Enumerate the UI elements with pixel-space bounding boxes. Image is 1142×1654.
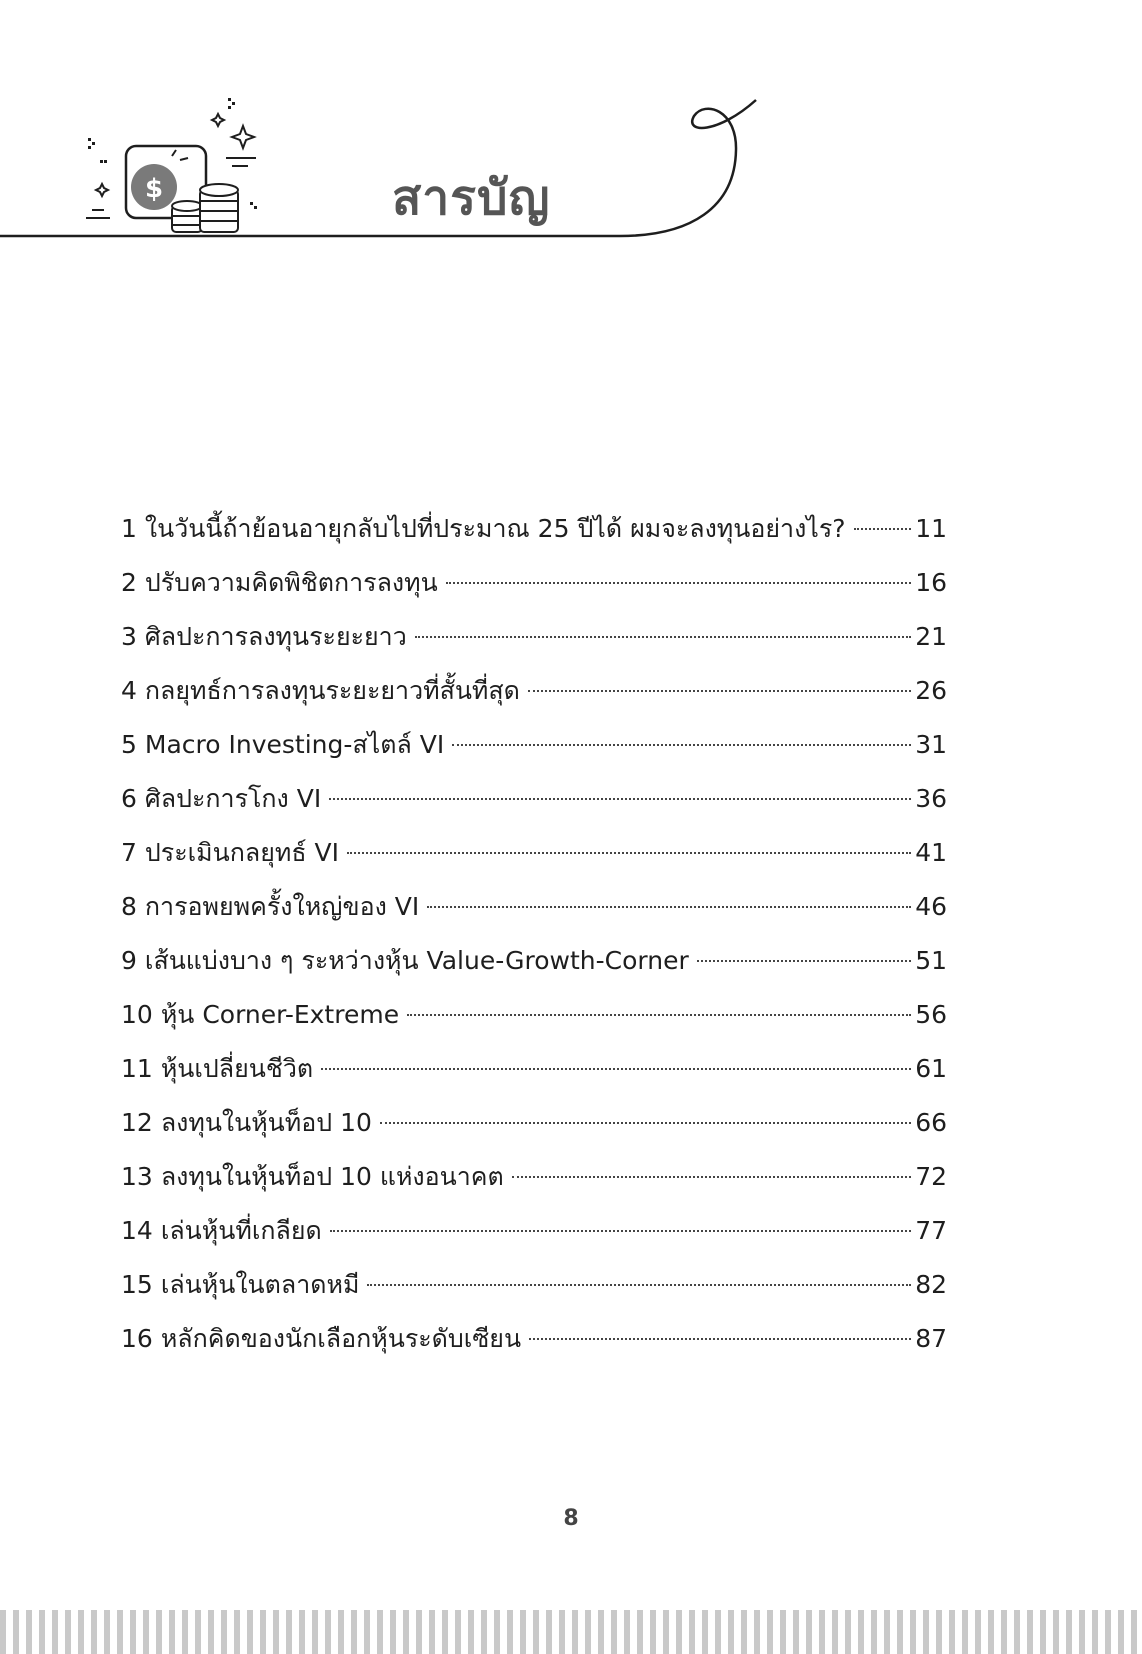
toc-entry[interactable] [121,1042,947,1096]
toc-entry[interactable] [121,988,947,1042]
toc-chapter-title: ในวันนี้ถ้าย้อนอายุกลับไปที่ประมาณ 25 ปีได้ ผมจะลงทุนอย่างไร? [144,514,846,543]
toc-dot-leader [367,1284,911,1286]
toc-dot-leader [528,690,911,692]
toc-page-number: 16 [915,568,947,597]
toc-entry[interactable] [121,880,947,934]
toc-chapter-title: ประเมินกลยุทธ์ VI [144,838,340,867]
toc-entry[interactable] [121,934,947,988]
toc-chapter-number: 15 [121,1270,153,1299]
toc-dot-leader [512,1176,911,1178]
toc-page-number: 36 [915,784,947,813]
toc-chapter-title: หุ้น Corner-Extreme [160,1000,400,1029]
toc-dot-leader [347,852,911,854]
toc-dot-leader [529,1338,911,1340]
toc-dot-leader [380,1122,911,1124]
svg-text:$: $ [144,174,164,204]
toc-page-number: 51 [915,946,947,975]
toc-entry[interactable] [121,1204,947,1258]
toc-entry[interactable] [121,610,947,664]
toc-chapter-number: 1 [121,514,137,543]
toc-page-number: 21 [915,622,947,651]
toc-page-number: 87 [915,1324,947,1353]
toc-chapter-number: 10 [121,1000,153,1029]
toc-dot-leader [446,582,911,584]
toc-page-number: 82 [915,1270,947,1299]
toc-dot-leader [427,906,911,908]
header-illustration [0,0,1142,260]
toc-dot-leader [330,1230,911,1232]
toc-chapter-number: 8 [121,892,137,921]
toc-entry[interactable] [121,664,947,718]
toc-chapter-number: 4 [121,676,137,705]
toc-page-number: 72 [915,1162,947,1191]
toc-chapter-title: การอพยพครั้งใหญ่ของ VI [144,892,420,921]
toc-page-number: 56 [915,1000,947,1029]
toc-chapter-number: 5 [121,730,137,759]
bottom-stripe-decoration [0,1610,1142,1654]
toc-dot-leader [407,1014,911,1016]
toc-chapter-number: 9 [121,946,137,975]
toc-chapter-title: หลักคิดของนักเลือกหุ้นระดับเซียน [160,1324,522,1353]
toc-page-number: 26 [915,676,947,705]
toc-entry[interactable] [121,1258,947,1312]
toc-chapter-number: 14 [121,1216,153,1245]
coin-stack-icon [172,184,238,232]
page-title: สารบัญ [392,170,551,226]
toc-chapter-title: กลยุทธ์การลงทุนระยะยาวที่สั้นที่สุด [144,676,520,705]
toc-chapter-title: Macro Investing-สไตล์ VI [144,730,445,759]
toc-dot-leader [697,960,911,962]
toc-chapter-number: 11 [121,1054,153,1083]
page-number: 8 [563,1506,579,1531]
toc-entry[interactable] [121,1150,947,1204]
toc-chapter-title: ศิลปะการโกง VI [144,784,322,813]
toc-dot-leader [415,636,911,638]
toc-chapter-title: ลงทุนในหุ้นท็อป 10 [160,1108,372,1137]
toc-entry[interactable] [121,556,947,610]
toc-dot-leader [321,1068,911,1070]
toc-entry[interactable] [121,772,947,826]
toc-chapter-title: ปรับความคิดพิชิตการลงทุน [144,568,438,597]
toc-page-number: 61 [915,1054,947,1083]
table-of-contents [121,502,947,1366]
toc-chapter-title: เส้นแบ่งบาง ๆ ระหว่างหุ้น Value-Growth-Corner [144,946,689,975]
toc-page-number: 41 [915,838,947,867]
toc-entry[interactable] [121,826,947,880]
toc-chapter-number: 3 [121,622,137,651]
toc-dot-leader [854,528,912,530]
toc-chapter-number: 7 [121,838,137,867]
toc-chapter-title: เล่นหุ้นในตลาดหมี [160,1270,360,1299]
toc-entry[interactable] [121,1096,947,1150]
toc-chapter-number: 16 [121,1324,153,1353]
swirl-line-decoration [0,100,756,236]
toc-entry[interactable] [121,502,947,556]
toc-page-number: 77 [915,1216,947,1245]
toc-entry[interactable] [121,718,947,772]
toc-chapter-title: หุ้นเปลี่ยนชีวิต [160,1054,314,1083]
toc-chapter-number: 2 [121,568,137,597]
toc-chapter-number: 12 [121,1108,153,1137]
toc-page-number: 11 [915,514,947,543]
toc-entry[interactable] [121,1312,947,1366]
toc-chapter-number: 13 [121,1162,153,1191]
toc-page-number: 31 [915,730,947,759]
toc-page-number: 66 [915,1108,947,1137]
toc-dot-leader [452,744,911,746]
toc-dot-leader [329,798,911,800]
toc-page-number: 46 [915,892,947,921]
toc-chapter-number: 6 [121,784,137,813]
toc-chapter-title: ลงทุนในหุ้นท็อป 10 แห่งอนาคต [160,1162,504,1191]
toc-chapter-title: ศิลปะการลงทุนระยะยาว [144,622,407,651]
toc-chapter-title: เล่นหุ้นที่เกลียด [160,1216,322,1245]
